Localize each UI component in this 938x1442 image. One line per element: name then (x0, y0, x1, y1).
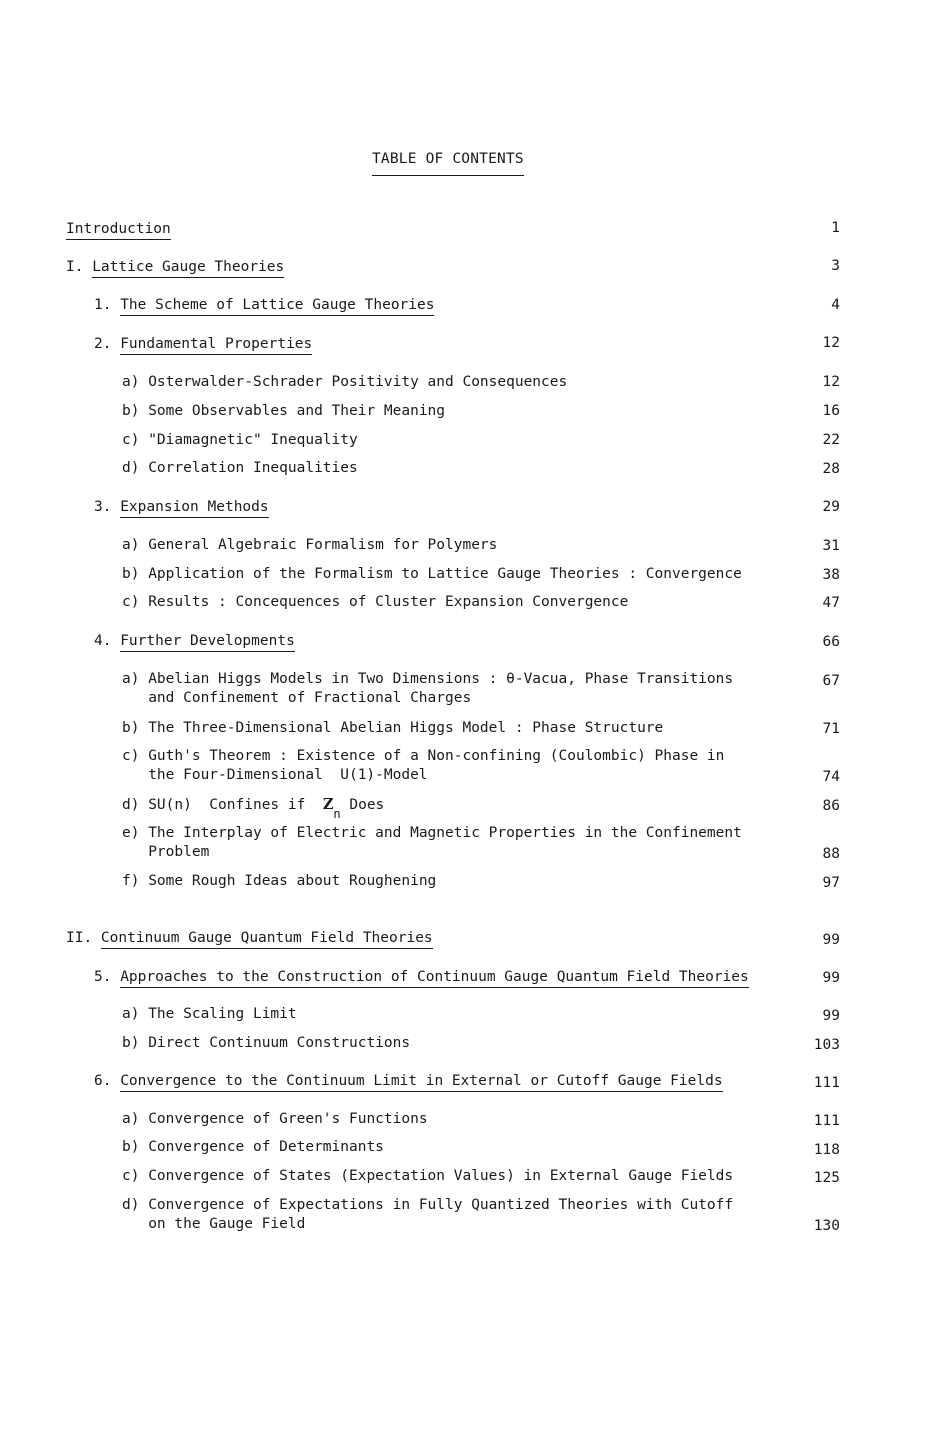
entry-text: SU(n) Confines if (148, 797, 323, 813)
page-number: 3 (831, 258, 840, 274)
page-number: 1 (831, 220, 840, 236)
entry-prefix: 1. (94, 297, 121, 313)
page-number: 125 (813, 1170, 840, 1186)
entry-text: Fundamental Properties (120, 336, 312, 355)
entry-text: Osterwalder-Schrader Positivity and Consequences (148, 374, 568, 390)
entry-prefix: d) (122, 460, 149, 476)
entry-prefix: c) (122, 432, 149, 448)
entry-prefix: a) (122, 374, 149, 390)
toc-entry-3 (94, 498, 269, 517)
entry-text: Abelian Higgs Models in Two Dimensions : θ-Vacua, Phase Transitions and Confinement of Fractional Charges (148, 671, 734, 706)
entry-prefix: b) (122, 720, 149, 736)
entry-text: Convergence of Determinants (148, 1139, 384, 1155)
page-number: 130 (813, 1218, 840, 1234)
toc-entry-4c (122, 747, 724, 785)
toc-entry-5a (122, 1005, 297, 1024)
toc-entry-4f (122, 872, 436, 891)
toc-entry-4 (94, 632, 295, 651)
entry-prefix: f) (122, 873, 149, 889)
toc-entry-II (66, 929, 433, 948)
page-number: 66 (822, 634, 840, 650)
page-number: 16 (822, 403, 840, 419)
page-number: 47 (822, 595, 840, 611)
entry-text: Guth's Theorem : Existence of a Non-confining (Coulombic) Phase in the Four-Dimensional U(1)-Model (148, 748, 725, 783)
entry-text: Introduction (66, 221, 171, 240)
toc-entry-2a (122, 373, 567, 392)
page-number: 28 (822, 461, 840, 477)
toc-entry-3b (122, 565, 742, 584)
toc-entry-intro (66, 220, 171, 239)
page-number: 111 (813, 1113, 840, 1129)
entry-text: The Scaling Limit (148, 1006, 297, 1022)
entry-prefix: c) (122, 748, 149, 764)
entry-text: Results : Concequences of Cluster Expansion Convergence (148, 594, 629, 610)
entry-prefix: d) (122, 1197, 149, 1213)
toc-entry-2d (122, 459, 358, 478)
toc-entry-6 (94, 1072, 723, 1091)
toc-entry-1 (94, 296, 434, 315)
toc-entry-2 (94, 335, 312, 354)
entry-text: Convergence of Expectations in Fully Quantized Theories with Cutoff on the Gauge Field (148, 1197, 734, 1232)
subscript: n (333, 807, 341, 821)
entry-text: Convergence to the Continuum Limit in External or Cutoff Gauge Fields (120, 1073, 722, 1092)
entry-text: General Algebraic Formalism for Polymers (148, 537, 498, 553)
entry-prefix: b) (122, 403, 149, 419)
page-number: 29 (822, 499, 840, 515)
page-number: 118 (813, 1142, 840, 1158)
entry-prefix: d) (122, 797, 149, 813)
entry-prefix: b) (122, 1139, 149, 1155)
toc-entry-5 (94, 968, 749, 987)
entry-prefix: e) (122, 825, 149, 841)
entry-prefix: I. (66, 259, 93, 275)
page-number: 22 (822, 432, 840, 448)
page-number: 67 (822, 673, 840, 689)
entry-text: Direct Continuum Constructions (148, 1035, 411, 1051)
page-number: 12 (822, 335, 840, 351)
entry-prefix: b) (122, 1035, 149, 1051)
entry-text: Convergence of Green's Functions (148, 1111, 428, 1127)
entry-text: The Three-Dimensional Abelian Higgs Model : Phase Structure (148, 720, 664, 736)
entry-prefix: c) (122, 1168, 149, 1184)
entry-prefix: 6. (94, 1073, 121, 1089)
toc-entry-5b (122, 1034, 410, 1053)
toc-entry-6d (122, 1196, 733, 1234)
toc-entry-4b (122, 719, 663, 738)
page-number: 99 (822, 970, 840, 986)
page-number: 71 (822, 721, 840, 737)
toc-entry-4e (122, 824, 742, 862)
entry-text: Further Developments (120, 633, 295, 652)
entry-text: Continuum Gauge Quantum Field Theories (101, 930, 433, 949)
page-number: 97 (822, 875, 840, 891)
entry-text: The Scheme of Lattice Gauge Theories (120, 297, 434, 316)
entry-text: The Interplay of Electric and Magnetic Properties in the Confinement Problem (148, 825, 742, 860)
entry-text: Application of the Formalism to Lattice Gauge Theories : Convergence (148, 566, 742, 582)
entry-prefix: 5. (94, 969, 121, 985)
entry-prefix: II. (66, 930, 101, 946)
page-number: 111 (813, 1075, 840, 1091)
entry-text: Convergence of States (Expectation Values) in External Gauge Fields (148, 1168, 734, 1184)
entry-prefix: c) (122, 594, 149, 610)
entry-text: Some Rough Ideas about Roughening (148, 873, 437, 889)
entry-prefix: a) (122, 1006, 149, 1022)
toc-entry-4a (122, 670, 733, 708)
toc-entry-6c (122, 1167, 733, 1186)
entry-prefix: 3. (94, 499, 121, 515)
entry-prefix: b) (122, 566, 149, 582)
page-number: 12 (822, 374, 840, 390)
entry-prefix: 2. (94, 336, 121, 352)
toc-entry-2c (122, 431, 358, 450)
page-number: 103 (813, 1037, 840, 1053)
toc-entry-6a (122, 1110, 428, 1129)
toc-entry-3a (122, 536, 497, 555)
page-number: 74 (822, 769, 840, 785)
entry-text: Expansion Methods (120, 499, 268, 518)
entry-prefix: a) (122, 1111, 149, 1127)
toc-entry-2b (122, 402, 445, 421)
entry-text: Some Observables and Their Meaning (148, 403, 446, 419)
toc-entry-4d (122, 795, 385, 821)
page-title: TABLE OF CONTENTS (372, 151, 524, 176)
page-number: 38 (822, 567, 840, 583)
page-number: 4 (831, 297, 840, 313)
page-number: 86 (822, 798, 840, 814)
entry-text: Correlation Inequalities (148, 460, 358, 476)
page-number: 88 (822, 846, 840, 862)
toc-entry-I (66, 258, 284, 277)
entry-prefix: a) (122, 671, 149, 687)
integer-symbol: Z (322, 796, 334, 813)
entry-text-end: Does (340, 797, 385, 813)
entry-prefix: 4. (94, 633, 121, 649)
entry-text: Approaches to the Construction of Continuum Gauge Quantum Field Theories (120, 969, 749, 988)
toc-entry-3c (122, 593, 628, 612)
page-number: 99 (822, 1008, 840, 1024)
page-number: 31 (822, 538, 840, 554)
page-number: 99 (822, 932, 840, 948)
toc-entry-6b (122, 1138, 384, 1157)
entry-prefix: a) (122, 537, 149, 553)
entry-text: Lattice Gauge Theories (92, 259, 284, 278)
entry-text: "Diamagnetic" Inequality (148, 432, 358, 448)
